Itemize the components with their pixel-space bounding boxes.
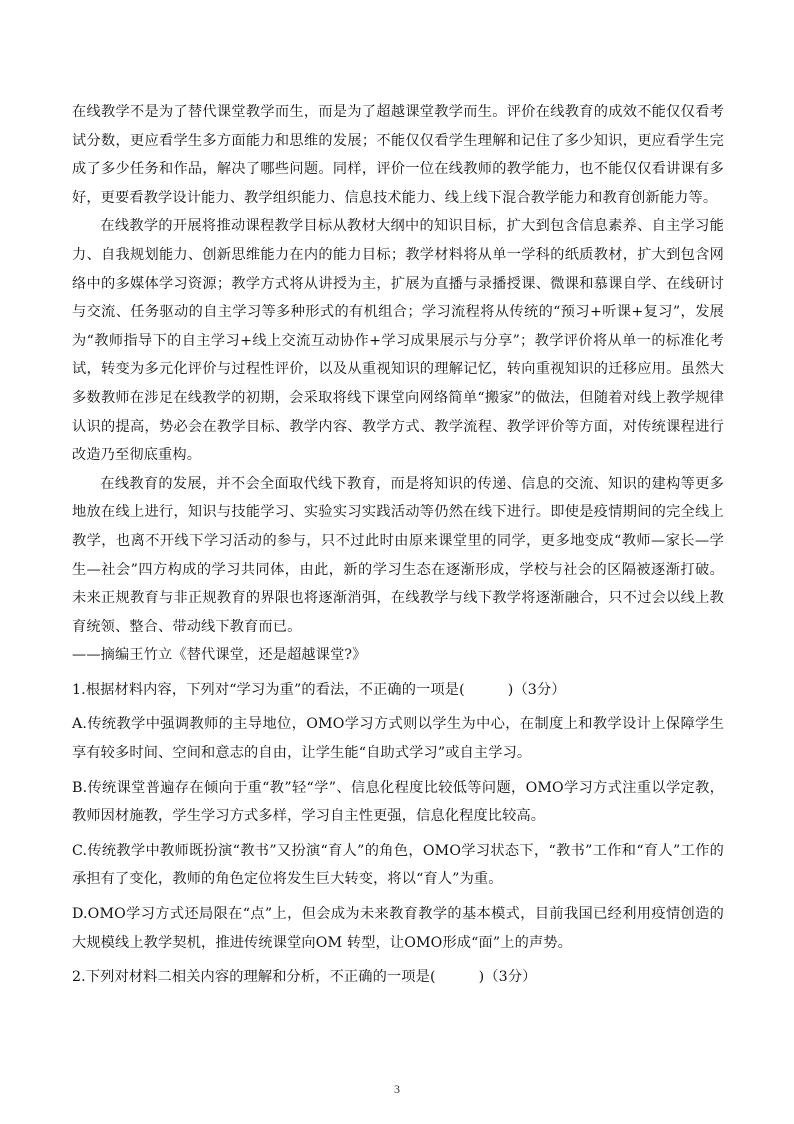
question-1-option-a: A.传统教学中强调教师的主导地位，OMO学习方式则以学生为中心，在制度上和教学设计上保障学生享有较多时间、空间和意志的自由，让学生能“自助式学习”或自主学习。 (72, 716, 724, 762)
paragraph-2: 在线教学的开展将推动课程教学目标从教材大纲中的知识目标，扩大到包含信息素养、自主学习能力、自我规划能力、创新思维能力在内的能力目标；教学材料将从单一学科的纸质教材，扩大到包含网络中的多媒体学习资源；教学方式将从讲授为主，扩展为直播与录播授课、微课和慕课自学、在线研讨与交流、任务驱动的自主学习等多种形式的有机组合；学习流程将从传统的“预习+听课+复习”，发展为“教师指导下的自主学习+线上交流互动协作+学习成果展示与分享”；教学评价将从单一的标准化考试，转变为多元化评价与过程性评价，以及从重视知识的理解记忆，转向重视知识的迁移应用。虽然大多数教师在涉足在线教学的初期，会采取将线下课堂向网络简单“搬家”的做法，但随着对线上教学规律认识的提高，势必会在教学目标、教学内容、教学方式、教学流程、教学评价等方面，对传统课程进行改造乃至彻底重构。 (72, 218, 724, 464)
question-1-option-b: B.传统课堂普遍存在倾向于重“教”轻“学”、信息化程度比较低等问题，OMO学习方式注重以学定教，教师因材施教，学生学习方式多样，学习自主性更强，信息化程度比较高。 (72, 779, 724, 825)
source-citation: ——摘编王竹立《替代课堂，还是超越课堂?》 (72, 647, 367, 664)
page-number: 3 (394, 1082, 400, 1096)
question-2: 2.下列对材料二相关内容的理解和分析，不正确的一项是( )（3分） (72, 969, 537, 986)
question-1: 1.根据材料内容，下列对“学习为重”的看法，不正确的一项是( )（3分） (72, 681, 566, 698)
question-1-option-d: D.OMO学习方式还局限在“点”上，但会成为未来教育教学的基本模式，目前我国已经利用疫情创造的大规模线上教学契机，推进传统课堂向OM 转型，让OMO形成“面”上的声势。 (72, 906, 724, 951)
paragraph-1: 在线教学不是为了替代课堂教学而生，而是为了超越课堂教学而生。评价在线教育的成效不能仅仅看考试分数，更应看学生多方面能力和思维的发展；不能仅仅看学生理解和记住了多少知识，更应看学生完成了多少任务和作品，解决了哪些问题。同样，评价一位在线教师的教学能力，也不能仅仅看讲课有多好，更要看教学设计能力、教学组织能力、信息技术能力、线上线下混合教学能力和教育创新能力等。 (72, 104, 724, 206)
document-body (72, 98, 724, 992)
paragraph-3: 在线教育的发展，并不会全面取代线下教育，而是将知识的传递、信息的交流、知识的建构等更多地放在线上进行，知识与技能学习、实验实习实践活动等仍然在线下进行。即使是疫情期间的完全线上教学，也离不开线下学习活动的参与，只不过此时由原来课堂里的同学，更多地变成“教师—家长—学生—社会”四方构成的学习共同体，由此，新的学习生态在逐渐形成，学校与社会的区隔被逐渐打破。未来正规教育与非正规教育的界限也将逐渐消弭，在线教学与线下教学将逐渐融合，只不过会以线上教育统领、整合、带动线下教育而已。 (72, 475, 724, 635)
question-1-option-c: C.传统教学中教师既扮演“教书”又扮演“育人”的角色，OMO学习状态下，“教书”工作和“育人”工作的承担有了变化，教师的角色定位将发生巨大转变，将以“育人”为重。 (72, 842, 724, 888)
